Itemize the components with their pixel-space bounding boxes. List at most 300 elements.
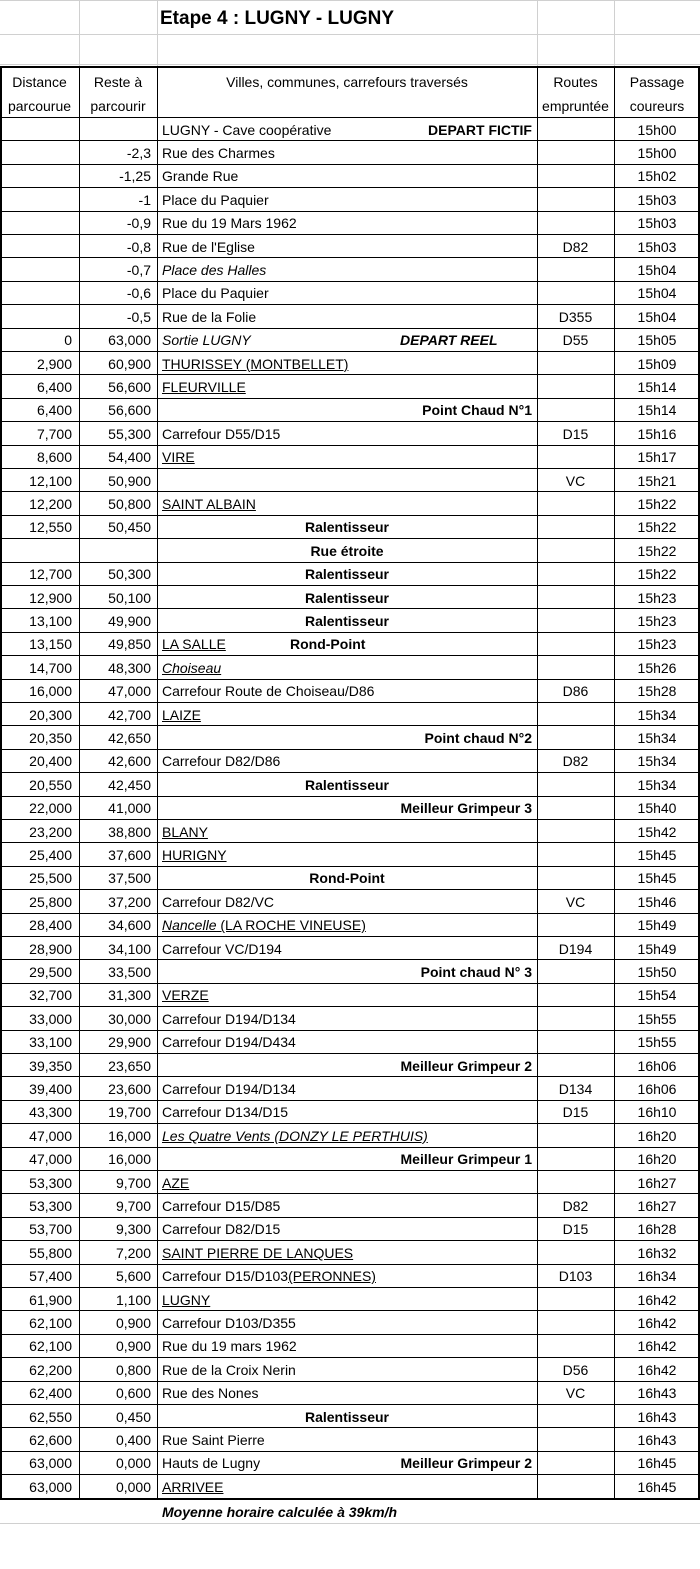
row-reste: 38,800: [108, 823, 151, 840]
row-place-name: Carrefour D15/D85: [162, 1198, 281, 1215]
row-place: [162, 1311, 532, 1334]
row-place: [162, 750, 532, 773]
row-time: 15h03: [637, 191, 677, 208]
row-place: [162, 375, 532, 398]
row-place-name: LAIZE: [162, 706, 201, 723]
row-place-name: Carrefour Route de Choiseau/D86: [162, 683, 375, 700]
row-note: Meilleur Grimpeur 1: [400, 1151, 532, 1168]
gridline-v: [537, 0, 538, 66]
row-place: [162, 258, 532, 281]
row-time: 15h22: [637, 519, 677, 536]
row-place-name: Rue du 19 mars 1962: [162, 1338, 297, 1355]
row-time: 16h10: [637, 1104, 677, 1121]
row-place: [162, 352, 532, 375]
row-place: [162, 1031, 532, 1054]
row-place-name: SAINT ALBAIN: [162, 496, 256, 513]
row-place: [162, 843, 532, 866]
row-route: [537, 867, 614, 890]
row-distance: 47,000: [29, 1127, 72, 1144]
row-route: D56: [562, 1361, 589, 1378]
row-distance: [0, 305, 72, 328]
row-place-name: Carrefour D194/D434: [162, 1034, 296, 1051]
row-time: 15h22: [637, 542, 677, 559]
row-time: 15h23: [637, 613, 677, 630]
row-place-name: Rue de la Croix Nerin: [162, 1361, 296, 1378]
row-reste: 31,300: [108, 987, 151, 1004]
row-reste: 9,300: [115, 1221, 151, 1238]
row-reste: -1,25: [119, 168, 151, 185]
row-time: 15h14: [637, 379, 677, 396]
row-time: 15h21: [637, 472, 677, 489]
row-place-name: AZE: [162, 1174, 190, 1191]
row-place-name: FLEURVILLE: [162, 379, 246, 396]
row-time: 15h40: [637, 800, 677, 817]
row-time: 16h42: [637, 1315, 677, 1332]
row-reste: 16,000: [108, 1127, 151, 1144]
row-time: 16h20: [637, 1151, 677, 1168]
row-route: [537, 1452, 614, 1475]
row-reste: [79, 539, 151, 562]
row-place: [162, 1101, 532, 1124]
row-time: 16h42: [637, 1361, 677, 1378]
row-route: VC: [565, 1385, 586, 1402]
row-reste: 34,600: [108, 917, 151, 934]
row-route: [537, 586, 614, 609]
row-reste: 0,400: [115, 1432, 151, 1449]
row-time: 15h00: [637, 121, 677, 138]
row-route: VC: [565, 472, 586, 489]
row-route: [537, 914, 614, 937]
row-time: 15h55: [637, 1010, 677, 1027]
row-place: [162, 1194, 532, 1217]
row-note: Meilleur Grimpeur 2: [400, 1057, 532, 1074]
row-time: 15h09: [637, 355, 677, 372]
row-route: [537, 1405, 614, 1428]
stage-title: Etape 4 : LUGNY - LUGNY: [160, 7, 395, 29]
row-route: [537, 843, 614, 866]
row-place: [162, 188, 532, 211]
row-distance: 47,000: [29, 1151, 72, 1168]
row-place-name: BLANY: [162, 823, 208, 840]
row-place: [162, 305, 532, 328]
row-reste: 50,900: [108, 472, 151, 489]
row-route: D82: [562, 238, 589, 255]
row-distance: [0, 282, 72, 305]
row-reste: 0,800: [115, 1361, 151, 1378]
row-distance: 20,400: [29, 753, 72, 770]
row-distance: 43,300: [29, 1104, 72, 1121]
row-distance: [0, 212, 72, 235]
row-place: [162, 820, 532, 843]
row-time: 16h27: [637, 1198, 677, 1215]
row-distance: 62,100: [29, 1338, 72, 1355]
row-distance: 63,000: [29, 1478, 72, 1495]
row-time: 15h04: [637, 262, 677, 279]
row-place-name: Carrefour D134/D15: [162, 1104, 289, 1121]
row-reste: 34,100: [108, 940, 151, 957]
row-place-name: THURISSEY (MONTBELLET): [162, 355, 349, 372]
row-place: [162, 937, 532, 960]
row-route: D15: [562, 1104, 589, 1121]
row-note: Ralentisseur: [304, 589, 390, 606]
header-villes: Villes, communes, carrefours traversés: [226, 74, 468, 90]
row-note: DEPART REEL: [400, 332, 498, 349]
row-route: [537, 1031, 614, 1054]
row-route: [537, 375, 614, 398]
row-time: 15h26: [637, 659, 677, 676]
row-time: 15h45: [637, 847, 677, 864]
row-route: [537, 141, 614, 164]
row-reste: 37,200: [108, 893, 151, 910]
row-distance: 25,400: [29, 847, 72, 864]
row-time: 15h49: [637, 917, 677, 934]
row-distance: 20,300: [29, 706, 72, 723]
row-reste: -0,8: [126, 238, 151, 255]
row-reste: [79, 118, 151, 141]
row-route: [537, 1124, 614, 1147]
row-place-name: Carrefour D55/D15: [162, 425, 281, 442]
row-place-name: Carrefour D103/D355: [162, 1315, 296, 1332]
row-time: 16h27: [637, 1174, 677, 1191]
row-time: 15h03: [637, 215, 677, 232]
row-place-name: Sortie LUGNY: [162, 332, 251, 349]
row-reste: 0,000: [115, 1478, 151, 1495]
row-route: [537, 165, 614, 188]
row-reste: -0,6: [126, 285, 151, 302]
row-place: [162, 1382, 532, 1405]
row-reste: -0,5: [126, 308, 151, 325]
row-reste: 49,850: [108, 636, 151, 653]
row-reste: 54,400: [108, 449, 151, 466]
row-place: [162, 656, 532, 679]
row-distance: 32,700: [29, 987, 72, 1004]
row-note: Ralentisseur: [304, 613, 390, 630]
row-note: Point chaud N°2: [424, 730, 532, 747]
row-note: Ralentisseur: [304, 519, 390, 536]
row-distance: 53,300: [29, 1174, 72, 1191]
row-route: [537, 399, 614, 422]
row-route: [537, 1335, 614, 1358]
row-route: [537, 773, 614, 796]
row-route: D194: [558, 940, 593, 957]
row-distance: 62,100: [29, 1315, 72, 1332]
row-distance: 12,550: [29, 519, 72, 536]
row-route: [537, 282, 614, 305]
row-distance: 14,700: [29, 659, 72, 676]
row-distance: 61,900: [29, 1291, 72, 1308]
row-distance: 13,150: [29, 636, 72, 653]
row-distance: 25,800: [29, 893, 72, 910]
row-reste: 37,600: [108, 847, 151, 864]
row-distance: 7,700: [36, 425, 72, 442]
row-place-name: LUGNY - Cave coopérative: [162, 121, 332, 138]
header-passage-line1: Passage: [629, 74, 685, 90]
row-distance: 39,400: [29, 1081, 72, 1098]
row-note: Point Chaud N°1: [422, 402, 532, 419]
row-distance: 6,400: [36, 402, 72, 419]
row-place: [162, 1475, 532, 1498]
row-reste: 16,000: [108, 1151, 151, 1168]
row-reste: 33,500: [108, 964, 151, 981]
row-distance: [0, 165, 72, 188]
row-place: [162, 984, 532, 1007]
row-place-name: HURIGNY: [162, 847, 227, 864]
row-reste: 0,900: [115, 1338, 151, 1355]
row-route: [537, 212, 614, 235]
row-route: [537, 352, 614, 375]
row-note: Ralentisseur: [304, 1408, 390, 1425]
row-place: [162, 165, 532, 188]
row-reste: 41,000: [108, 800, 151, 817]
row-place: [162, 1265, 532, 1288]
row-note: Ralentisseur: [304, 566, 390, 583]
gridline-h: [0, 64, 700, 65]
row-time: 15h00: [637, 145, 677, 162]
row-time: 16h45: [637, 1478, 677, 1495]
row-distance: 28,900: [29, 940, 72, 957]
row-place: [162, 282, 532, 305]
header-routes-line2: empruntée: [542, 98, 609, 114]
row-reste: 29,900: [108, 1034, 151, 1051]
row-reste: 0,600: [115, 1385, 151, 1402]
gridline-h: [0, 0, 700, 1]
row-place: [162, 1124, 532, 1147]
row-route: [537, 1475, 614, 1498]
row-time: 16h32: [637, 1244, 677, 1261]
row-route: [537, 258, 614, 281]
row-reste: 1,100: [115, 1291, 151, 1308]
row-reste: 48,300: [108, 659, 151, 676]
row-place-name: Carrefour D194/D134: [162, 1081, 296, 1098]
row-note: Rue étroite: [310, 542, 384, 559]
row-distance: [0, 235, 72, 258]
row-reste: 42,600: [108, 753, 151, 770]
row-distance: 62,550: [29, 1408, 72, 1425]
row-place: [162, 914, 532, 937]
row-reste: 0,000: [115, 1455, 151, 1472]
row-place: [162, 703, 532, 726]
row-route: D355: [558, 308, 593, 325]
row-distance: 12,700: [29, 566, 72, 583]
row-time: 15h45: [637, 870, 677, 887]
gridline-v: [614, 0, 615, 66]
row-time: 15h02: [637, 168, 677, 185]
row-distance: 20,350: [29, 730, 72, 747]
row-route: [537, 492, 614, 515]
row-place: [162, 235, 532, 258]
row-time: 15h42: [637, 823, 677, 840]
row-time: 16h06: [637, 1057, 677, 1074]
row-distance: 33,000: [29, 1010, 72, 1027]
header-passage-line2: coureurs: [629, 98, 685, 114]
row-route: [537, 1171, 614, 1194]
row-note: DEPART FICTIF: [428, 121, 532, 138]
row-place-name: Grande Rue: [162, 168, 239, 185]
row-distance: 16,000: [29, 683, 72, 700]
row-place-name: Carrefour D194/D134: [162, 1010, 296, 1027]
row-route: [537, 703, 614, 726]
row-place: [162, 1288, 532, 1311]
row-time: 15h50: [637, 964, 677, 981]
row-route: [537, 797, 614, 820]
row-reste: -0,9: [126, 215, 151, 232]
row-distance: [0, 118, 72, 141]
row-time: 15h34: [637, 776, 677, 793]
gridline-h: [0, 34, 700, 35]
row-time: 15h17: [637, 449, 677, 466]
row-time: 15h23: [637, 589, 677, 606]
row-place: [162, 1171, 532, 1194]
row-reste: -1: [138, 191, 151, 208]
row-time: 15h34: [637, 753, 677, 770]
row-reste: 9,700: [115, 1198, 151, 1215]
row-time: 16h43: [637, 1385, 677, 1402]
row-time: 15h54: [637, 987, 677, 1004]
row-reste: -0,7: [126, 262, 151, 279]
row-route: D86: [562, 683, 589, 700]
row-reste: 49,900: [108, 613, 151, 630]
row-time: 15h34: [637, 706, 677, 723]
row-time: 15h22: [637, 496, 677, 513]
row-distance: 62,600: [29, 1432, 72, 1449]
row-place-name: Rue de la Folie: [162, 308, 257, 325]
row-route: [537, 984, 614, 1007]
row-route: [537, 1241, 614, 1264]
gridline-v: [157, 0, 158, 66]
row-place-name: Place du Paquier: [162, 285, 269, 302]
row-time: 15h34: [637, 730, 677, 747]
row-place-name: Carrefour D82/D86: [162, 753, 281, 770]
gridline-v: [79, 0, 80, 66]
row-route: [537, 1428, 614, 1451]
row-distance: 55,800: [29, 1244, 72, 1261]
row-place: [162, 1428, 532, 1451]
row-route: [537, 1054, 614, 1077]
row-place-name: VERZE: [162, 987, 209, 1004]
row-reste: 56,600: [108, 402, 151, 419]
row-time: 15h04: [637, 285, 677, 302]
gridline-h: [0, 1523, 700, 1524]
row-time: 16h34: [637, 1268, 677, 1285]
row-reste: 23,650: [108, 1057, 151, 1074]
row-reste: -2,3: [126, 145, 151, 162]
row-reste: 7,200: [115, 1244, 151, 1261]
row-route: [537, 563, 614, 586]
row-route: [537, 820, 614, 843]
row-place-name: ARRIVEE: [162, 1478, 224, 1495]
row-distance: 33,100: [29, 1034, 72, 1051]
row-reste: 0,450: [115, 1408, 151, 1425]
row-note: Point chaud N° 3: [420, 964, 532, 981]
row-route: VC: [565, 893, 586, 910]
row-route: D134: [558, 1081, 593, 1098]
row-place-name: Carrefour D15/D103: [162, 1268, 289, 1285]
row-reste: 0,900: [115, 1315, 151, 1332]
row-distance: 25,500: [29, 870, 72, 887]
row-time: 15h14: [637, 402, 677, 419]
row-reste: 42,650: [108, 730, 151, 747]
row-place: [162, 422, 532, 445]
row-note: Meilleur Grimpeur 2: [400, 1455, 532, 1472]
row-time: 15h55: [637, 1034, 677, 1051]
header-reste-line2: parcourir: [90, 98, 146, 114]
row-time: 16h06: [637, 1081, 677, 1098]
row-place-name: VIRE: [162, 449, 195, 466]
row-reste: 37,500: [108, 870, 151, 887]
row-place: [162, 492, 532, 515]
row-place-name: Carrefour D82/D15: [162, 1221, 281, 1238]
row-distance: 2,900: [36, 355, 72, 372]
row-reste: 30,000: [108, 1010, 151, 1027]
row-distance: 53,300: [29, 1198, 72, 1215]
header-distance-line2: parcourue: [7, 98, 72, 114]
row-reste: 50,300: [108, 566, 151, 583]
row-route: [537, 609, 614, 632]
header-distance-line1: Distance: [12, 74, 67, 90]
row-note: Meilleur Grimpeur 3: [400, 800, 532, 817]
row-place-extra: (PERONNES): [288, 1268, 376, 1285]
row-reste: 42,700: [108, 706, 151, 723]
header-routes-line1: Routes: [553, 74, 598, 90]
row-distance: 0: [64, 332, 72, 349]
row-reste: 50,100: [108, 589, 151, 606]
row-route: D82: [562, 753, 589, 770]
row-place: [162, 1358, 532, 1381]
row-time: 15h46: [637, 893, 677, 910]
row-distance: 22,000: [29, 800, 72, 817]
row-place: [162, 1007, 532, 1030]
row-place-name: LUGNY: [162, 1291, 211, 1308]
row-route: [537, 960, 614, 983]
row-distance: [0, 539, 72, 562]
row-route: [537, 539, 614, 562]
row-route: D15: [562, 1221, 589, 1238]
row-time: 16h42: [637, 1291, 677, 1308]
row-distance: 20,550: [29, 776, 72, 793]
row-distance: [0, 141, 72, 164]
row-route: [537, 516, 614, 539]
row-place-name: Place des Halles: [162, 262, 267, 279]
row-route: [537, 726, 614, 749]
row-route: D82: [562, 1198, 589, 1215]
row-reste: 63,000: [108, 332, 151, 349]
row-place-extra: (LA ROCHE VINEUSE): [216, 917, 366, 934]
row-place: [162, 1335, 532, 1358]
row-time: 15h23: [637, 636, 677, 653]
row-place-name: Nancelle: [162, 917, 217, 934]
row-place-name: SAINT PIERRE DE LANQUES: [162, 1244, 354, 1261]
row-route: D55: [562, 332, 589, 349]
row-route: [537, 1007, 614, 1030]
row-note: Ralentisseur: [304, 776, 390, 793]
row-place-name: Carrefour D82/VC: [162, 893, 275, 910]
row-distance: 62,200: [29, 1361, 72, 1378]
footer-average-speed: Moyenne horaire calculée à 39km/h: [162, 1503, 397, 1520]
row-place-name: Carrefour VC/D194: [162, 940, 282, 957]
row-place-name: Place du Paquier: [162, 191, 269, 208]
row-time: 16h43: [637, 1432, 677, 1449]
row-route: D15: [562, 425, 589, 442]
row-route: [537, 656, 614, 679]
row-reste: 60,900: [108, 355, 151, 372]
row-reste: 50,450: [108, 519, 151, 536]
row-time: 15h03: [637, 238, 677, 255]
row-reste: 55,300: [108, 425, 151, 442]
row-place-name: Rue Saint Pierre: [162, 1432, 265, 1449]
row-time: 15h05: [637, 332, 677, 349]
row-reste: 19,700: [108, 1104, 151, 1121]
row-route: D103: [558, 1268, 593, 1285]
